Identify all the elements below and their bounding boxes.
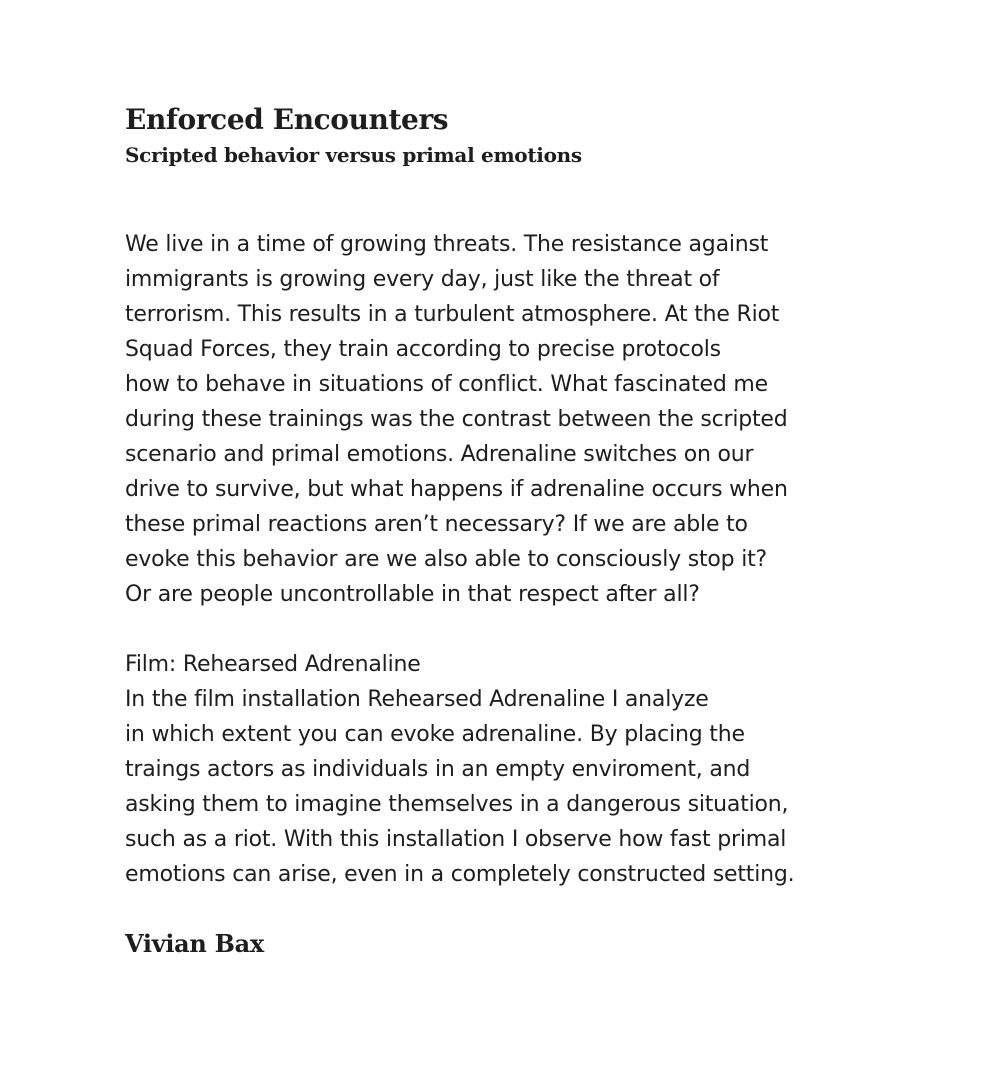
intro-line: these primal reactions aren’t necessary? If we are able to <box>125 512 748 537</box>
film-line: traings actors as individuals in an empty enviroment, and <box>125 757 751 782</box>
film-line: such as a riot. With this installation I observe how fast primal <box>125 827 787 852</box>
intro-line: drive to survive, but what happens if adrenaline occurs when <box>125 477 788 502</box>
intro-line: We live in a time of growing threats. The resistance against <box>125 232 769 257</box>
intro-line: Squad Forces, they train according to precise protocols <box>125 337 721 362</box>
film-paragraph <box>125 682 885 892</box>
intro-line: scenario and primal emotions. Adrenaline switches on our <box>125 442 754 467</box>
film-line: in which extent you can evoke adrenaline. By placing the <box>125 722 745 747</box>
author-name: Vivian Bax <box>125 929 264 958</box>
film-line: In the film installation Rehearsed Adrenaline I analyze <box>125 687 709 712</box>
intro-line: during these trainings was the contrast between the scripted <box>125 407 788 432</box>
article-title: Enforced Encounters <box>125 103 449 136</box>
intro-line: terrorism. This results in a turbulent atmosphere. At the Riot <box>125 302 780 327</box>
film-line: emotions can arise, even in a completely constructed setting. <box>125 862 795 887</box>
intro-line: how to behave in situations of conflict. What fascinated me <box>125 372 768 397</box>
intro-line: Or are people uncontrollable in that respect after all? <box>125 582 700 607</box>
film-line: asking them to imagine themselves in a dangerous situation, <box>125 792 789 817</box>
film-heading: Film: Rehearsed Adrenaline <box>125 652 421 677</box>
intro-line: evoke this behavior are we also able to consciously stop it? <box>125 547 768 572</box>
article <box>125 100 885 961</box>
article-subtitle: Scripted behavior versus primal emotions <box>125 143 582 167</box>
intro-paragraph <box>125 227 885 612</box>
intro-line: immigrants is growing every day, just like the threat of <box>125 267 720 292</box>
